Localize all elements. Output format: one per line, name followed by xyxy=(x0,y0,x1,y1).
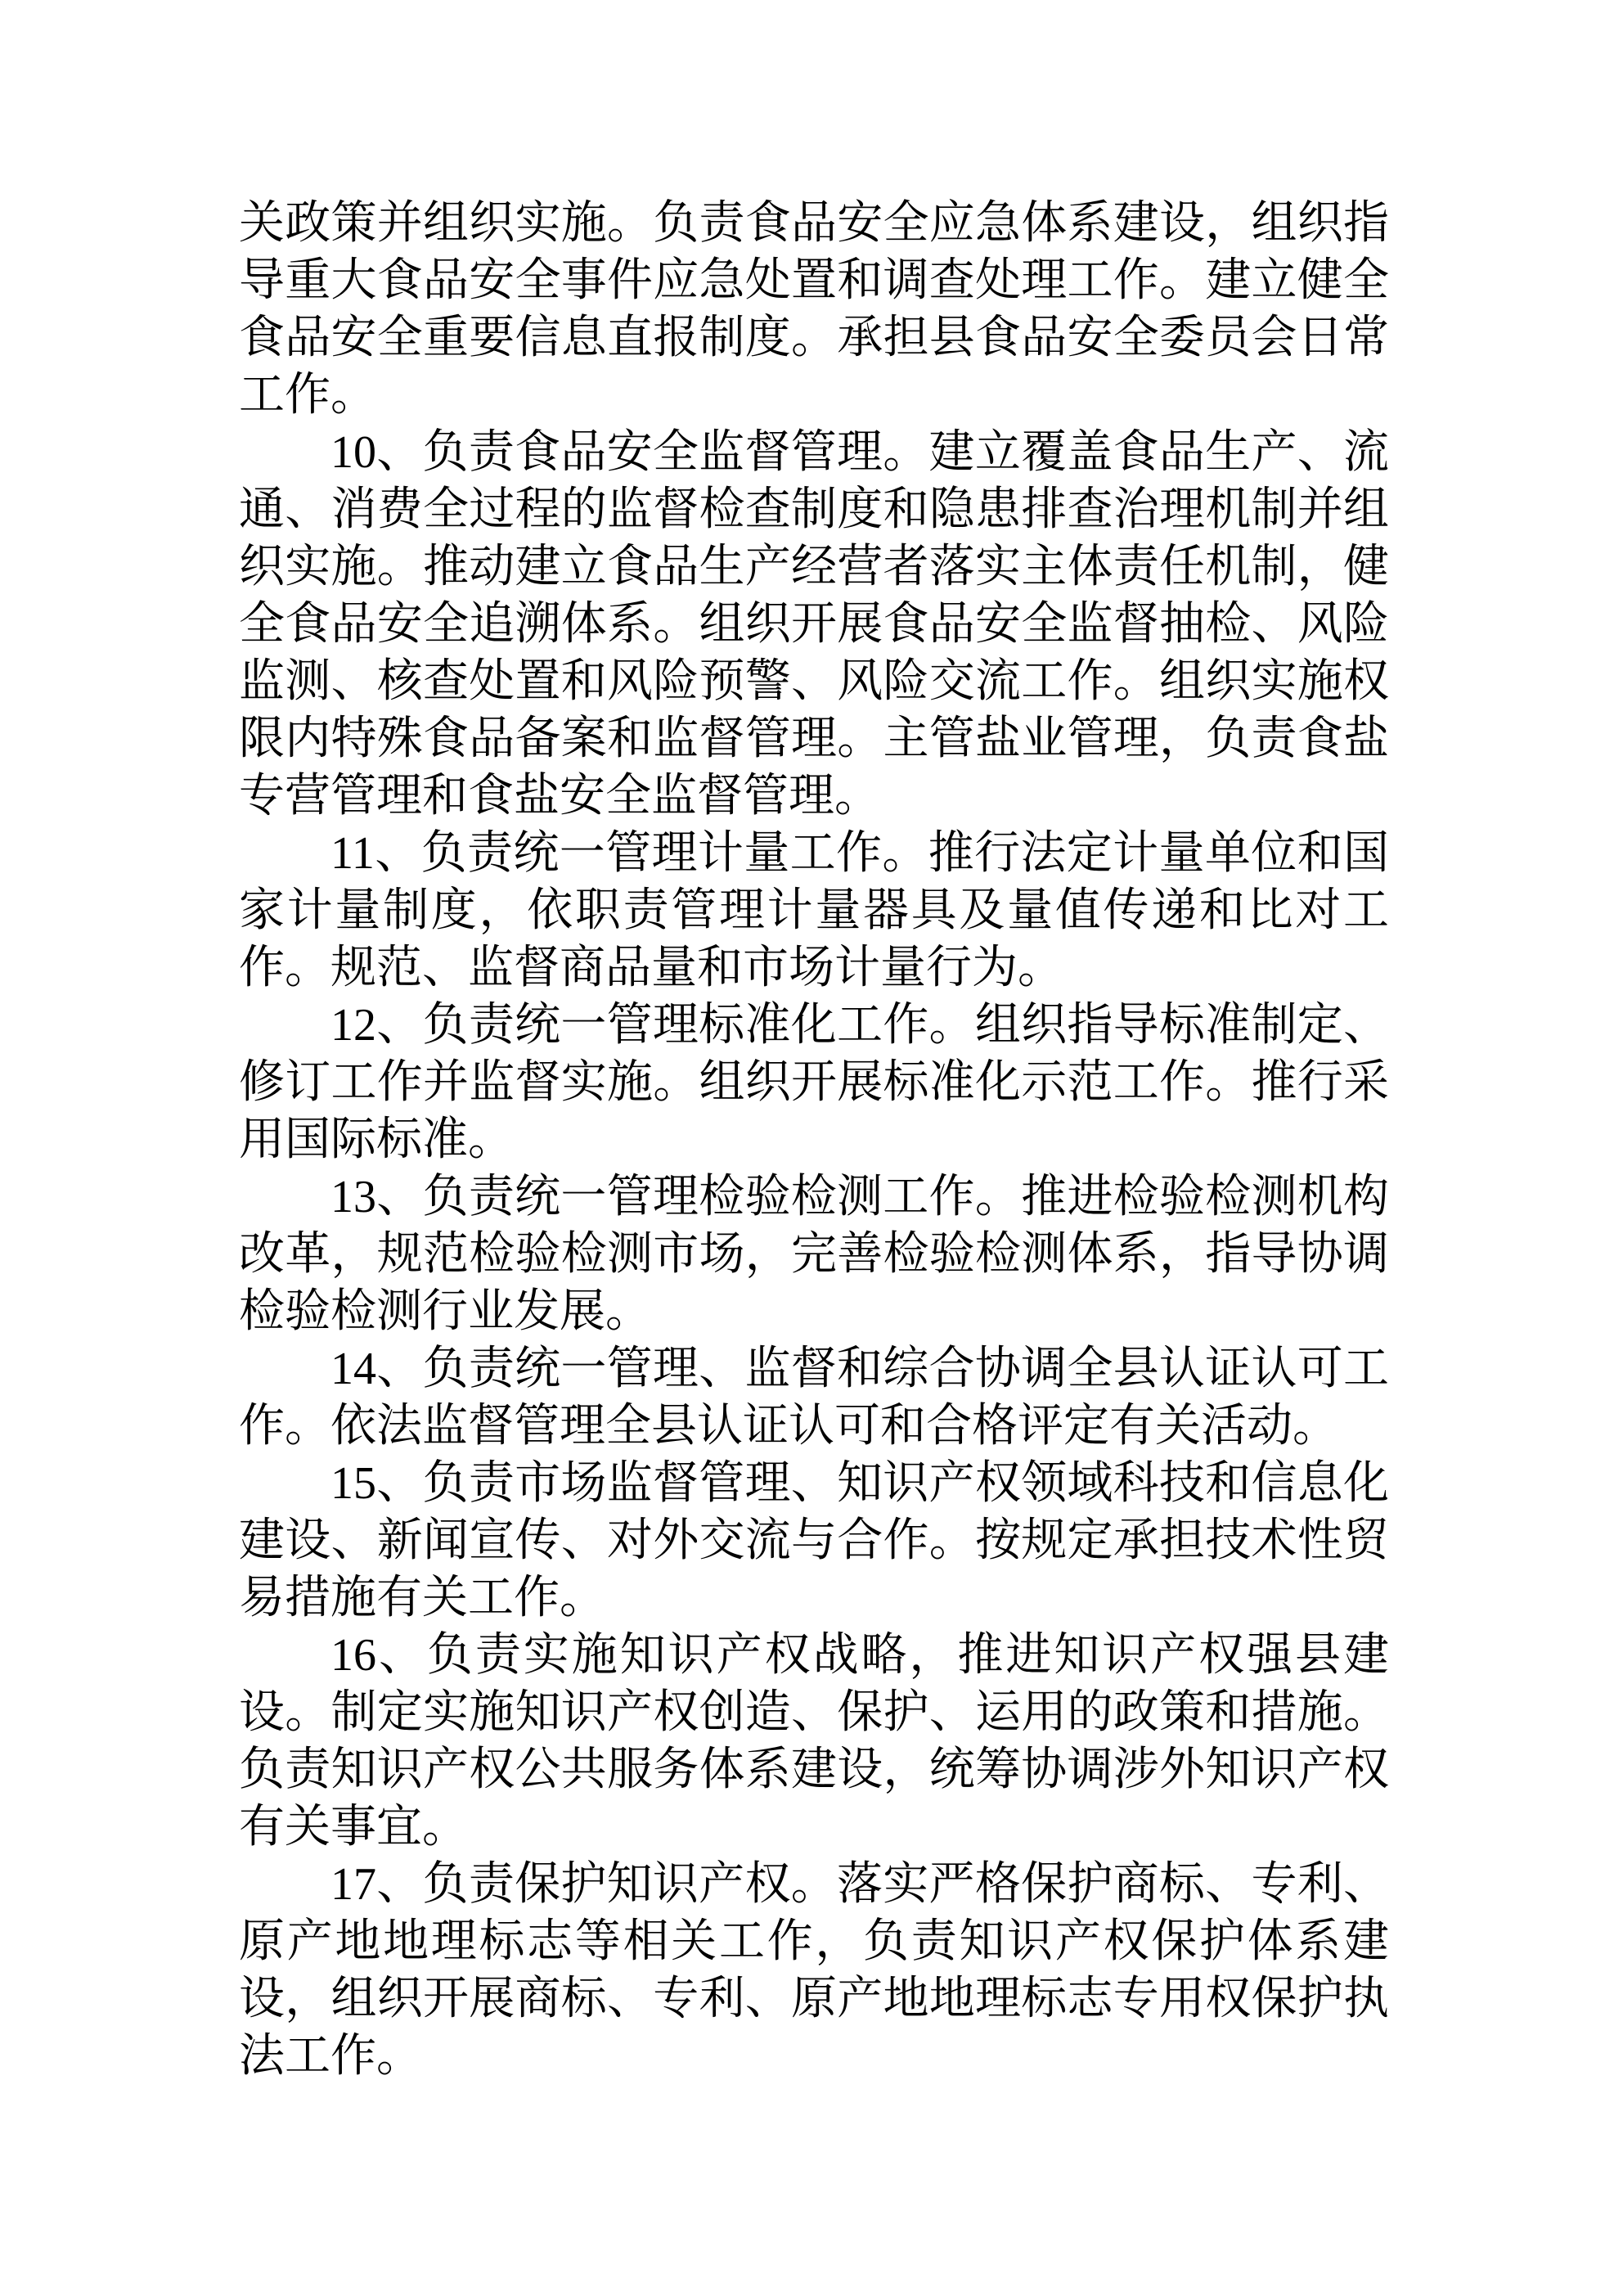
paragraph-item-17: 17、负责保护知识产权。落实严格保护商标、专利、原产地地理标志等相关工作，负责知识产权保护体系建设，组织开展商标、专利、原产地地理标志专用权保护执法工作。 xyxy=(239,1859,1389,2082)
paragraph-item-16: 16、负责实施知识产权战略，推进知识产权强县建设。制定实施知识产权创造、保护、运用的政策和措施。负责知识产权公共服务体系建设，统筹协调涉外知识产权有关事宜。 xyxy=(239,1630,1389,1853)
paragraph-continuation: 关政策并组织实施。负责食品安全应急体系建设，组织指导重大食品安全事件应急处置和调查处理工作。建立健全食品安全重要信息直报制度。承担县食品安全委员会日常工作。 xyxy=(239,198,1389,421)
paragraph-item-11: 11、负责统一管理计量工作。推行法定计量单位和国家计量制度，依职责管理计量器具及量值传递和比对工作。规范、监督商品量和市场计量行为。 xyxy=(239,828,1389,993)
document-text-body xyxy=(239,195,1389,2085)
paragraph-item-10: 10、负责食品安全监督管理。建立覆盖食品生产、流通、消费全过程的监督检查制度和隐患排查治理机制并组织实施。推动建立食品生产经营者落实主体责任机制，健全食品安全追溯体系。组织开展食品安全监督抽检、风险监测、核查处置和风险预警、风险交流工作。组织实施权限内特殊食品备案和监督管理。主管盐业管理，负责食盐专营管理和食盐安全监督管理。 xyxy=(239,427,1389,822)
paragraph-item-12: 12、负责统一管理标准化工作。组织指导标准制定、修订工作并监督实施。组织开展标准化示范工作。推行采用国际标准。 xyxy=(239,1000,1389,1165)
paragraph-item-14: 14、负责统一管理、监督和综合协调全县认证认可工作。依法监督管理全县认证认可和合格评定有关活动。 xyxy=(239,1344,1389,1452)
paragraph-item-15: 15、负责市场监督管理、知识产权领域科技和信息化建设、新闻宣传、对外交流与合作。按规定承担技术性贸易措施有关工作。 xyxy=(239,1458,1389,1623)
paragraph-item-13: 13、负责统一管理检验检测工作。推进检验检测机构改革，规范检验检测市场，完善检验检测体系，指导协调检验检测行业发展。 xyxy=(239,1172,1389,1337)
